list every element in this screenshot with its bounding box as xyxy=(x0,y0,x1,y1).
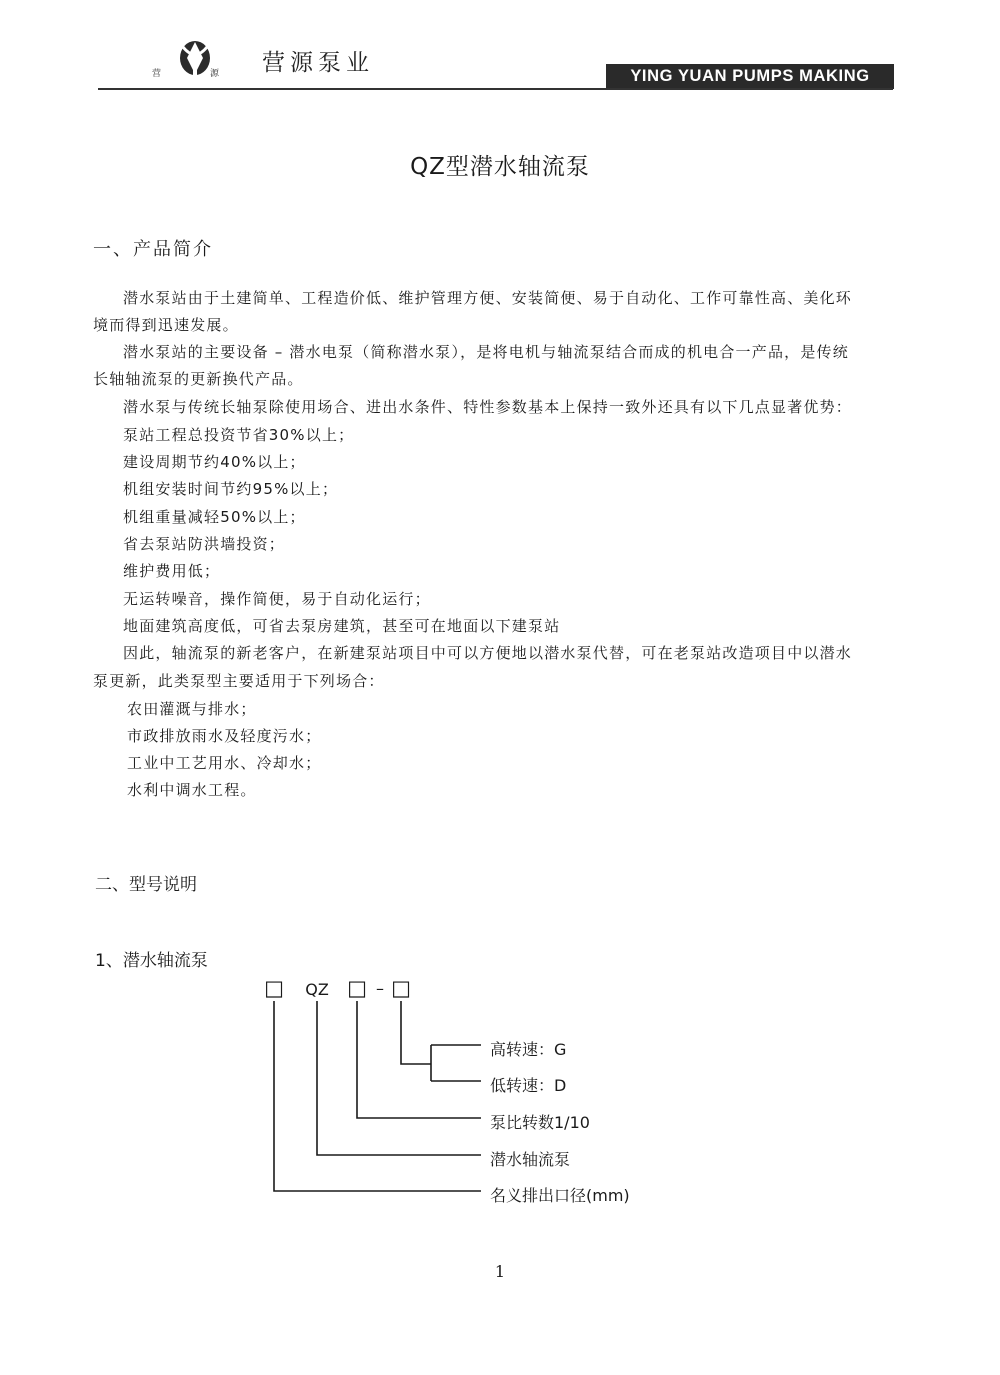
application-item: 工业中工艺用水、冷却水； xyxy=(127,754,322,772)
page-number: 1 xyxy=(494,1262,506,1281)
application-item: 农田灌溉与排水； xyxy=(127,700,257,718)
label-specific-speed: 泵比转数1/10 xyxy=(490,1113,590,1132)
section1-heading: 一、产品简介 xyxy=(93,239,213,260)
label-high-speed: 高转速：G xyxy=(490,1040,567,1059)
body-line: 长轴轴流泵的更新换代产品。 xyxy=(93,370,304,388)
advantage-item: 维护费用低； xyxy=(123,562,221,580)
logo-right-char: 源 xyxy=(210,69,220,79)
body-line: 潜水泵站由于土建简单、工程造价低、维护管理方便、安装简便、易于自动化、工作可靠性高、美化环 xyxy=(123,289,853,307)
page-title: QZ型潜水轴流泵 xyxy=(410,154,590,180)
body-line: 境而得到迅速发展。 xyxy=(93,316,239,334)
connector-pump-type xyxy=(317,1001,481,1155)
diagram-connector-lines xyxy=(274,1001,481,1191)
body-line: 潜水泵站的主要设备 – 潜水电泵（简称潜水泵），是将电机与轴流泵结合而成的机电合一产品，是传统 xyxy=(123,343,849,361)
label-low-speed: 低转速：D xyxy=(490,1076,567,1095)
body-line: 潜水泵与传统长轴泵除使用场合、进出水条件、特性参数基本上保持一致外还具有以下几点显著优势： xyxy=(123,398,853,416)
connector-specific-speed xyxy=(357,1001,481,1118)
label-diameter: 名义排出口径(mm) xyxy=(490,1186,630,1205)
body-line: 因此，轴流泵的新老客户，在新建泵站项目中可以方便地以潜水泵代替，可在老泵站改造项目中以潜水 xyxy=(123,644,853,662)
section2-subheading: 1、潜水轴流泵 xyxy=(95,951,208,971)
connector-diameter xyxy=(274,1001,481,1191)
header-banner: YING YUAN PUMPS MAKING xyxy=(606,64,894,89)
logo-left-char: 营 xyxy=(152,69,162,79)
diagram-box-speed-number: □ xyxy=(347,976,367,1000)
advantage-item: 泵站工程总投资节省30%以上； xyxy=(123,426,355,444)
company-name: 营源泵业 xyxy=(262,50,374,76)
label-pump-type: 潜水轴流泵 xyxy=(490,1150,571,1169)
advantage-item: 建设周期节约40%以上； xyxy=(123,453,306,471)
advantage-item: 省去泵站防洪墙投资； xyxy=(123,535,286,553)
section2-heading: 二、型号说明 xyxy=(95,875,197,895)
application-item: 市政排放雨水及轻度污水； xyxy=(127,727,322,745)
advantage-item: 机组重量减轻50%以上； xyxy=(123,508,306,526)
diagram-box-rotation: □ xyxy=(391,976,411,1000)
diagram-dash: – xyxy=(376,979,384,998)
connector-rotation xyxy=(401,1001,431,1064)
advantage-item: 机组安装时间节约95%以上； xyxy=(123,480,339,498)
body-line: 泵更新，此类泵型主要适用于下列场合： xyxy=(93,672,385,690)
diagram-code: QZ xyxy=(305,980,329,999)
advantage-item: 无运转噪音，操作简便，易于自动化运行； xyxy=(123,590,431,608)
advantage-item: 地面建筑高度低，可省去泵房建筑，甚至可在地面以下建泵站 xyxy=(123,617,561,635)
application-item: 水利中调水工程。 xyxy=(127,781,257,799)
diagram-box-diameter: □ xyxy=(264,976,284,1000)
